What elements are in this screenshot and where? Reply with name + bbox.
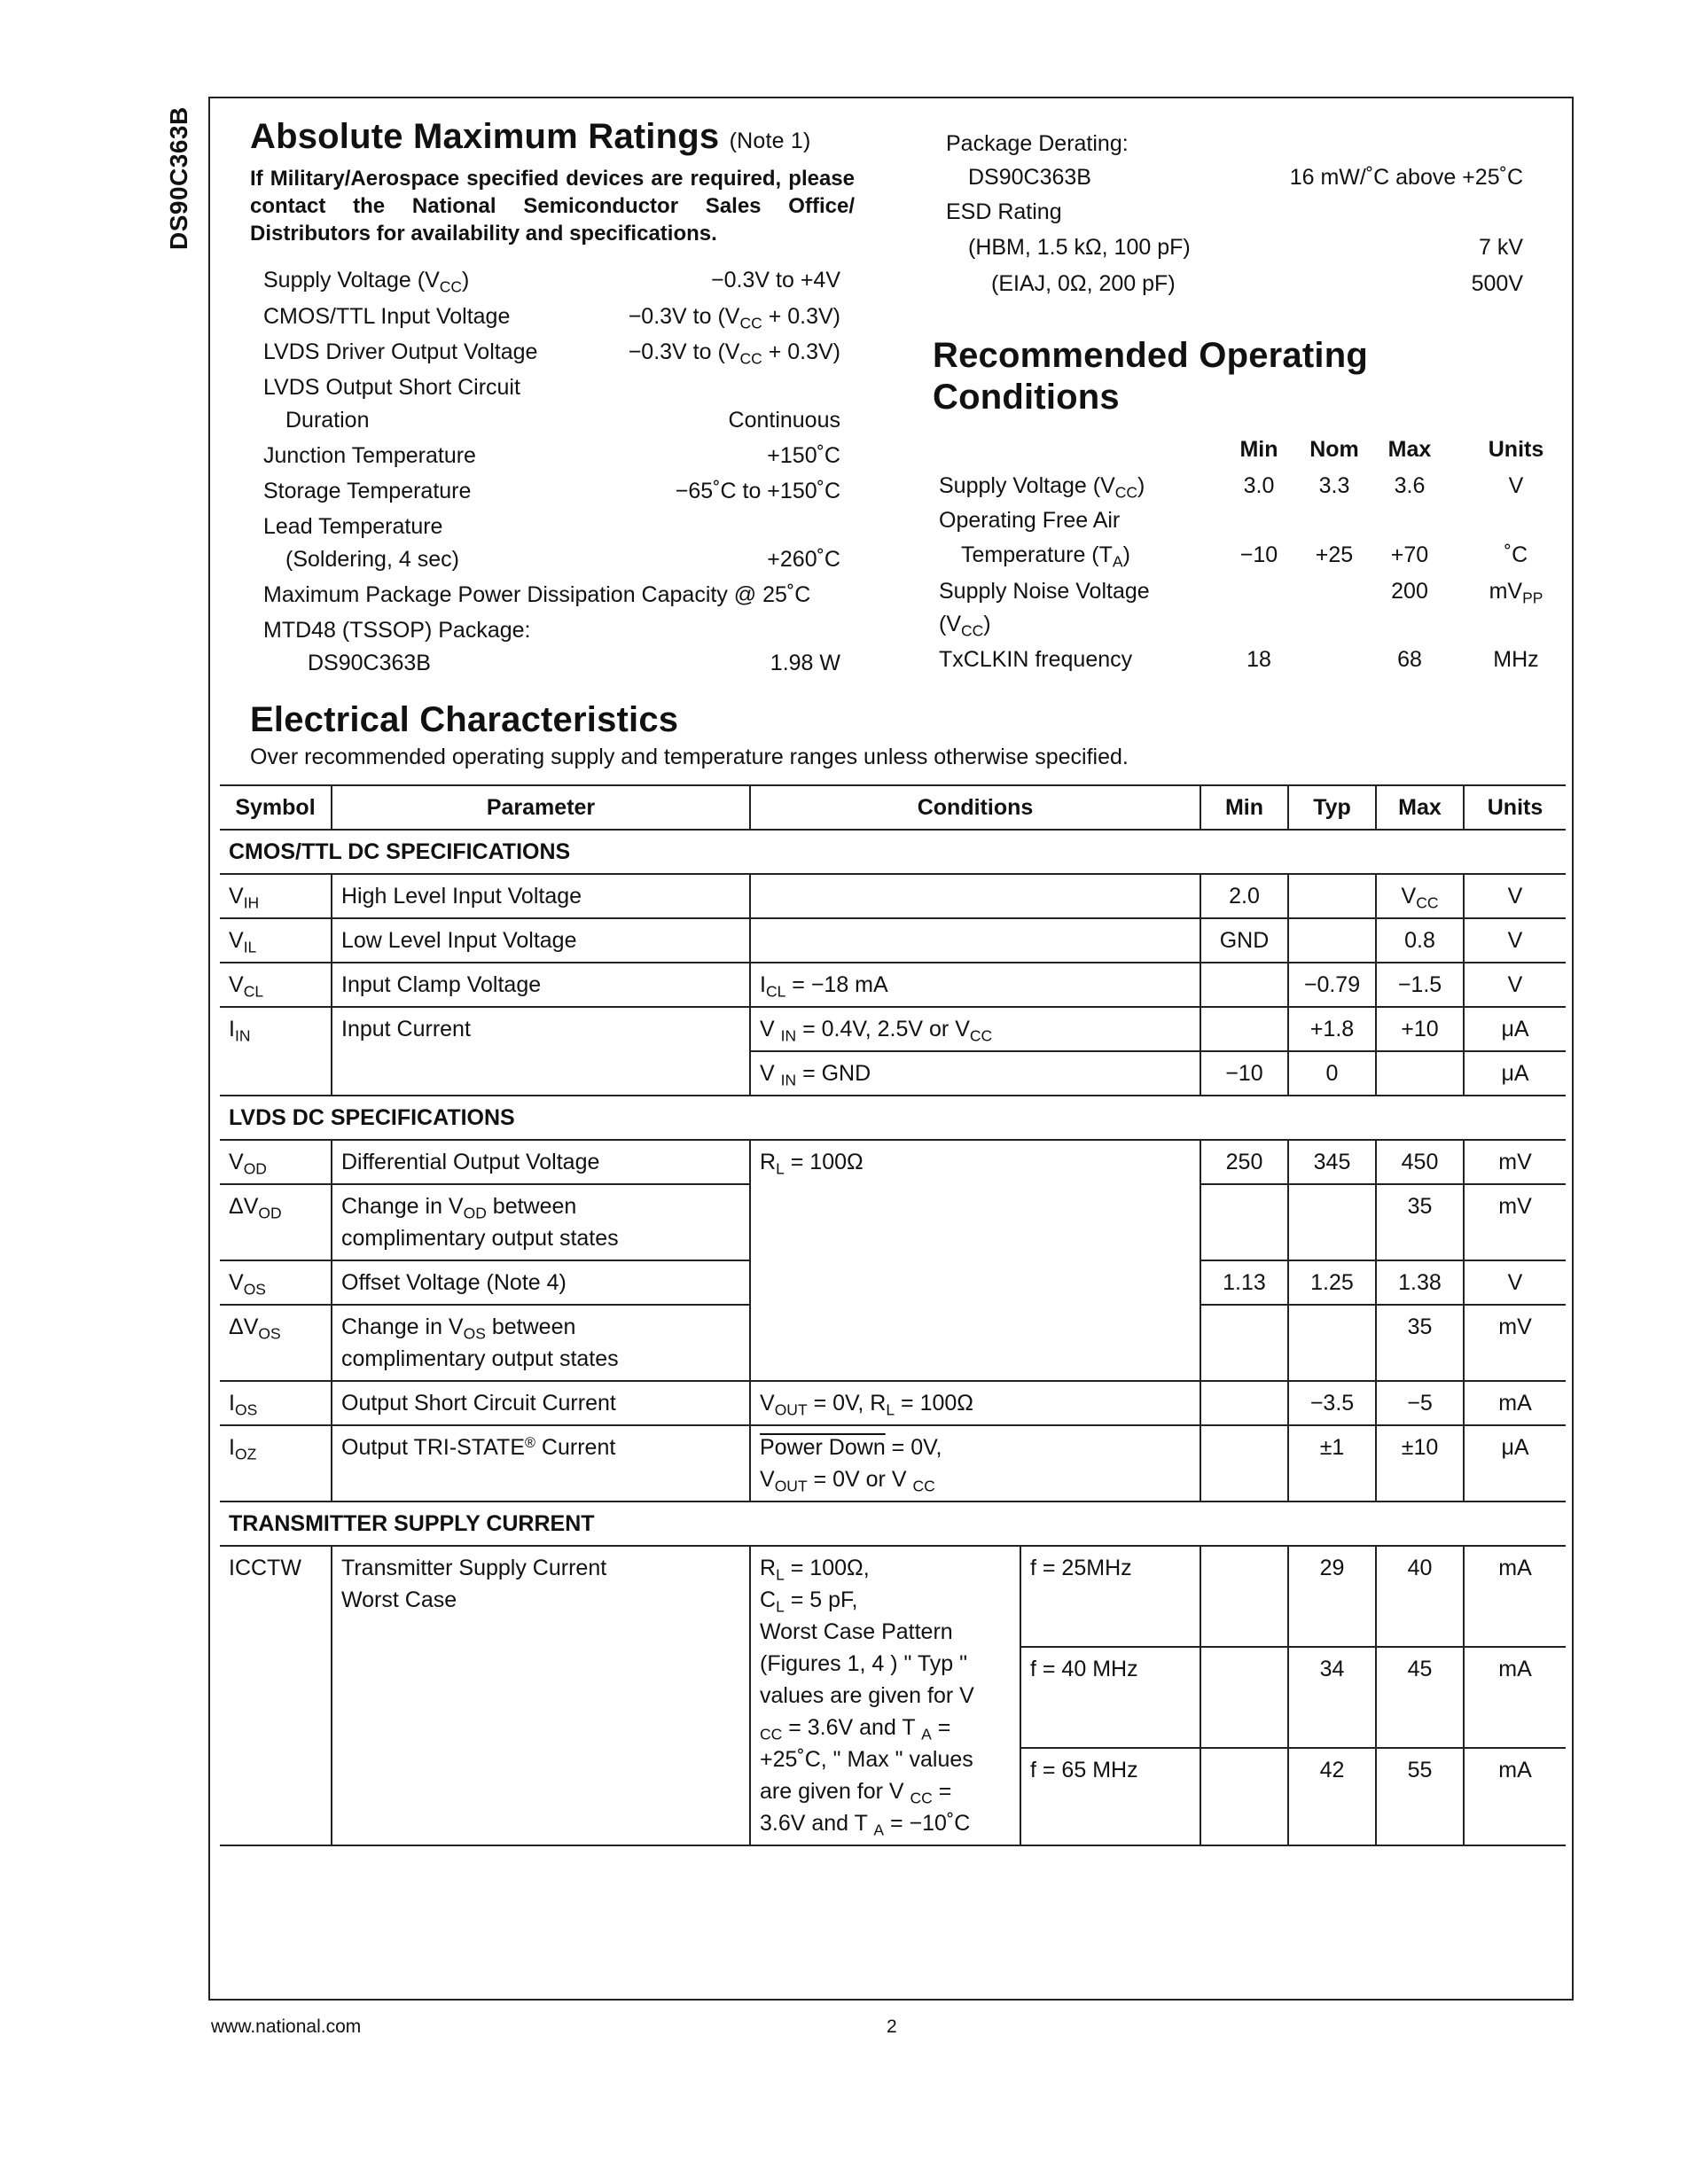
roc-temperature-label: Temperature $(T_A)$ — [961, 542, 1130, 571]
ios-max: −5 — [1376, 1381, 1464, 1425]
roc-temp-units: ˚C — [1504, 542, 1528, 567]
icctw-f2-typ: 34 — [1288, 1647, 1376, 1748]
icctw-f2-min — [1200, 1647, 1288, 1748]
icctw-f1-typ: 29 — [1288, 1546, 1376, 1647]
vos-typ: 1.25 — [1288, 1260, 1376, 1305]
vil-param: Low Level Input Voltage — [332, 918, 750, 963]
amr-note: (Note 1) — [729, 129, 811, 153]
roc-supply-nom: 3.3 — [1318, 473, 1350, 498]
iin-1-max: +10 — [1376, 1007, 1464, 1051]
vcl-max: −1.5 — [1376, 963, 1464, 1007]
ioz-min — [1200, 1425, 1288, 1502]
table-row — [220, 918, 1566, 963]
iin-1-units: μA — [1464, 1007, 1566, 1051]
ios-cond: $V_{OUT} = 0V$, $R_L = 100\Omega$ — [750, 1381, 1200, 1425]
esd-eiaj-value: 500V — [1471, 271, 1523, 296]
lvds-driver-output-value: −0.3V to $(V_{CC} + 0.3V)$ — [628, 339, 840, 368]
iin-cond-2: V $_{IN}$ = GND — [750, 1051, 1200, 1096]
ios-symbol: $I_{OS}$ — [220, 1381, 332, 1425]
roc-temp-nom: +25 — [1315, 542, 1354, 567]
lead-temp-label: Lead Temperature — [263, 514, 443, 539]
icctw-f3-typ: 42 — [1288, 1748, 1376, 1845]
lead-temp-value: +260˚C — [767, 547, 840, 572]
ios-typ: −3.5 — [1288, 1381, 1376, 1425]
icctw-f3-min — [1200, 1748, 1288, 1845]
dvos-units: mV — [1464, 1305, 1566, 1381]
roc-col-units: Units — [1488, 437, 1544, 462]
table-row — [220, 963, 1566, 1007]
footer-url[interactable]: www.national.com — [211, 2016, 362, 2037]
vih-min: 2.0 — [1200, 874, 1288, 918]
vod-typ: 345 — [1288, 1140, 1376, 1184]
roc-txclkin-min: 18 — [1246, 647, 1271, 672]
vil-min: GND — [1200, 918, 1288, 963]
max-power-label: Maximum Package Power Dissipation Capacity @ 25˚C — [263, 582, 811, 607]
roc-noise-vcc-label: $(V_{CC})$ — [939, 612, 991, 640]
ioz-units: μA — [1464, 1425, 1566, 1502]
icctw-f1-units: mA — [1464, 1546, 1566, 1647]
iin-1-typ: +1.8 — [1288, 1007, 1376, 1051]
lvds-cond: $R_L = 100\Omega$ — [750, 1140, 1200, 1381]
vil-max: 0.8 — [1376, 918, 1464, 963]
roc-supply-min: 3.0 — [1243, 473, 1275, 498]
icctw-f3: f = 65 MHz — [1020, 1748, 1200, 1845]
ios-param: Output Short Circuit Current — [332, 1381, 750, 1425]
vcl-min — [1200, 963, 1288, 1007]
roc-free-air-label: Operating Free Air — [939, 508, 1121, 533]
ioz-cond: Power Down = 0V, $V_{OUT} = 0V$ or V $_{CC}$ — [750, 1425, 1200, 1502]
lvds-short-duration-label: Duration — [285, 408, 370, 433]
dvos-max: 35 — [1376, 1305, 1464, 1381]
icctw-f1-max: 40 — [1376, 1546, 1464, 1647]
th-max: Max — [1376, 785, 1464, 830]
vih-param: High Level Input Voltage — [332, 874, 750, 918]
vil-units: V — [1464, 918, 1566, 963]
th-parameter: Parameter — [332, 785, 750, 830]
vih-max: $V_{CC}$ — [1376, 874, 1464, 918]
roc-txclkin-label: TxCLKIN frequency — [939, 647, 1133, 672]
roc-title-line1: Recommended Operating — [933, 336, 1368, 375]
vcl-param: Input Clamp Voltage — [332, 963, 750, 1007]
th-conditions: Conditions — [750, 785, 1200, 830]
table-row — [220, 1140, 1566, 1184]
section-lvds: LVDS DC SPECIFICATIONS — [220, 1096, 1566, 1140]
vos-param: Offset Voltage (Note 4) — [332, 1260, 750, 1305]
side-part-title: DS90C363B — [165, 106, 192, 250]
lvds-short-duration-value: Continuous — [728, 408, 840, 433]
th-typ: Typ — [1288, 785, 1376, 830]
military-note: If Military/Aerospace specified devices are required, please contact the National Semiconductor Sales Office/ Distributors for availability and specifications. — [250, 167, 855, 246]
vod-max: 450 — [1376, 1140, 1464, 1184]
vos-units: V — [1464, 1260, 1566, 1305]
roc-title-line2: Conditions — [933, 378, 1120, 417]
iin-2-typ: 0 — [1288, 1051, 1376, 1096]
icctw-f1-min — [1200, 1546, 1288, 1647]
iin-2-units: μA — [1464, 1051, 1566, 1096]
junction-temp-label: Junction Temperature — [263, 443, 476, 468]
dvos-symbol: $\Delta V_{OS}$ — [220, 1305, 332, 1381]
roc-txclkin-units: MHz — [1493, 647, 1539, 672]
roc-txclkin-max: 68 — [1397, 647, 1422, 672]
vcl-typ: −0.79 — [1288, 963, 1376, 1007]
iin-symbol: $I_{IN}$ — [220, 1007, 332, 1096]
lead-temp-soldering-label: (Soldering, 4 sec) — [285, 547, 459, 572]
roc-supply-units: V — [1508, 473, 1524, 498]
vcl-units: V — [1464, 963, 1566, 1007]
esd-hbm-value: 7 kV — [1478, 235, 1523, 260]
table-row — [220, 1425, 1566, 1502]
ios-units: mA — [1464, 1381, 1566, 1425]
storage-temp-label: Storage Temperature — [263, 479, 472, 503]
vod-symbol: $V_{OD}$ — [220, 1140, 332, 1184]
ec-title: Electrical Characteristics — [250, 700, 679, 739]
supply-voltage-label: Supply Voltage $(V_{CC})$ — [263, 268, 470, 296]
esd-hbm-label: (HBM, 1.5 kΩ, 100 pF) — [968, 235, 1191, 260]
page-number: 2 — [887, 2016, 897, 2037]
dvos-param: Change in $V_{OS}$ between complimentary output states — [332, 1305, 750, 1381]
icctw-param: Transmitter Supply Current Worst Case — [332, 1546, 750, 1845]
vih-units: V — [1464, 874, 1566, 918]
cmos-input-voltage-label: CMOS/TTL Input Voltage — [263, 304, 511, 329]
vos-symbol: $V_{OS}$ — [220, 1260, 332, 1305]
icctw-f3-max: 55 — [1376, 1748, 1464, 1845]
mtd48-power-value: 1.98 W — [770, 651, 840, 675]
junction-temp-value: +150˚C — [767, 443, 840, 468]
vcl-symbol: $V_{CL}$ — [220, 963, 332, 1007]
section-cmos: CMOS/TTL DC SPECIFICATIONS — [220, 830, 1566, 874]
derating-part-label: DS90C363B — [968, 165, 1091, 190]
table-row — [220, 1381, 1566, 1425]
esd-eiaj-label: (EIAJ, 0Ω, 200 pF) — [991, 271, 1176, 296]
table-header-row — [220, 785, 1566, 830]
roc-col-max: Max — [1387, 437, 1432, 462]
dvos-min — [1200, 1305, 1288, 1381]
dvos-typ — [1288, 1305, 1376, 1381]
mtd48-package-label: MTD48 (TSSOP) Package: — [263, 618, 531, 643]
amr-heading — [250, 117, 811, 157]
package-derating-label: Package Derating: — [946, 131, 1129, 156]
vod-units: mV — [1464, 1140, 1566, 1184]
vil-cond — [750, 918, 1200, 963]
roc-col-min: Min — [1239, 437, 1278, 462]
iin-cond-1: V $_{IN}$ = 0.4V, 2.5V or $V_{CC}$ — [750, 1007, 1200, 1051]
ioz-max: ±10 — [1376, 1425, 1464, 1502]
table-row — [220, 1546, 1566, 1647]
ioz-param: Output TRI-STATE® Current — [332, 1425, 750, 1502]
vil-typ — [1288, 918, 1376, 963]
th-min: Min — [1200, 785, 1288, 830]
icctw-cond: $R_L = 100\Omega$, $C_L = 5$ pF, Worst Case Pattern (Figures 1, 4 ) " Typ " values are given for V $_{CC}$ = 3.6V and T $_A$ = +25˚C, " Max " values are given for V $_{CC}$ = 3.6V and T $_A$ = −10˚C — [750, 1546, 1020, 1845]
dvod-min — [1200, 1184, 1288, 1260]
ioz-typ: ±1 — [1288, 1425, 1376, 1502]
dvod-symbol: $\Delta V_{OD}$ — [220, 1184, 332, 1260]
section-transmitter: TRANSMITTER SUPPLY CURRENT — [220, 1502, 1566, 1546]
roc-noise-max: 200 — [1391, 579, 1428, 604]
icctw-symbol: ICCTW — [220, 1546, 332, 1845]
roc-col-nom: Nom — [1309, 437, 1359, 462]
ios-min — [1200, 1381, 1288, 1425]
lvds-driver-output-label: LVDS Driver Output Voltage — [263, 339, 538, 364]
th-symbol: Symbol — [220, 785, 332, 830]
vos-max: 1.38 — [1376, 1260, 1464, 1305]
vod-param: Differential Output Voltage — [332, 1140, 750, 1184]
table-row — [220, 1007, 1566, 1051]
vih-symbol: $V_{IH}$ — [220, 874, 332, 918]
iin-1-min — [1200, 1007, 1288, 1051]
ioz-symbol: $I_{OZ}$ — [220, 1425, 332, 1502]
icctw-f2-units: mA — [1464, 1647, 1566, 1748]
table-row — [220, 874, 1566, 918]
ec-subtitle: Over recommended operating supply and temperature ranges unless otherwise specified. — [250, 745, 1129, 769]
roc-noise-units: $mV_{PP}$ — [1489, 579, 1543, 607]
dvod-units: mV — [1464, 1184, 1566, 1260]
roc-temp-max: +70 — [1390, 542, 1429, 567]
th-units: Units — [1464, 785, 1566, 830]
vcl-cond: $I_{CL} = -18$ mA — [750, 963, 1200, 1007]
mtd48-part-label: DS90C363B — [308, 651, 431, 675]
supply-voltage-value: −0.3V to +4V — [711, 268, 840, 292]
esd-rating-label: ESD Rating — [946, 199, 1062, 224]
storage-temp-value: −65˚C to +150˚C — [675, 479, 840, 503]
roc-supply-voltage-label: Supply Voltage $(V_{CC})$ — [939, 473, 1145, 502]
roc-heading — [933, 335, 1368, 418]
cmos-input-voltage-value: −0.3V to $(V_{CC} + 0.3V)$ — [628, 304, 840, 332]
iin-param: Input Current — [332, 1007, 750, 1096]
electrical-characteristics-table — [220, 784, 1566, 1846]
icctw-f2-max: 45 — [1376, 1647, 1464, 1748]
icctw-f2: f = 40 MHz — [1020, 1647, 1200, 1748]
amr-title: Absolute Maximum Ratings — [250, 117, 720, 156]
lvds-short-label: LVDS Output Short Circuit — [263, 375, 520, 400]
iin-2-max — [1376, 1051, 1464, 1096]
roc-temp-min: −10 — [1239, 542, 1278, 567]
vih-typ — [1288, 874, 1376, 918]
roc-noise-label: Supply Noise Voltage — [939, 579, 1150, 604]
dvod-max: 35 — [1376, 1184, 1464, 1260]
vod-min: 250 — [1200, 1140, 1288, 1184]
icctw-f3-units: mA — [1464, 1748, 1566, 1845]
dvod-param: Change in $V_{OD}$ between complimentary output states — [332, 1184, 750, 1260]
dvod-typ — [1288, 1184, 1376, 1260]
vos-min: 1.13 — [1200, 1260, 1288, 1305]
vih-cond — [750, 874, 1200, 918]
iin-2-min: −10 — [1200, 1051, 1288, 1096]
roc-supply-max: 3.6 — [1394, 473, 1426, 498]
icctw-f1: f = 25MHz — [1020, 1546, 1200, 1647]
derating-value: 16 mW/˚C above +25˚C — [1289, 165, 1523, 190]
vil-symbol: $V_{IL}$ — [220, 918, 332, 963]
